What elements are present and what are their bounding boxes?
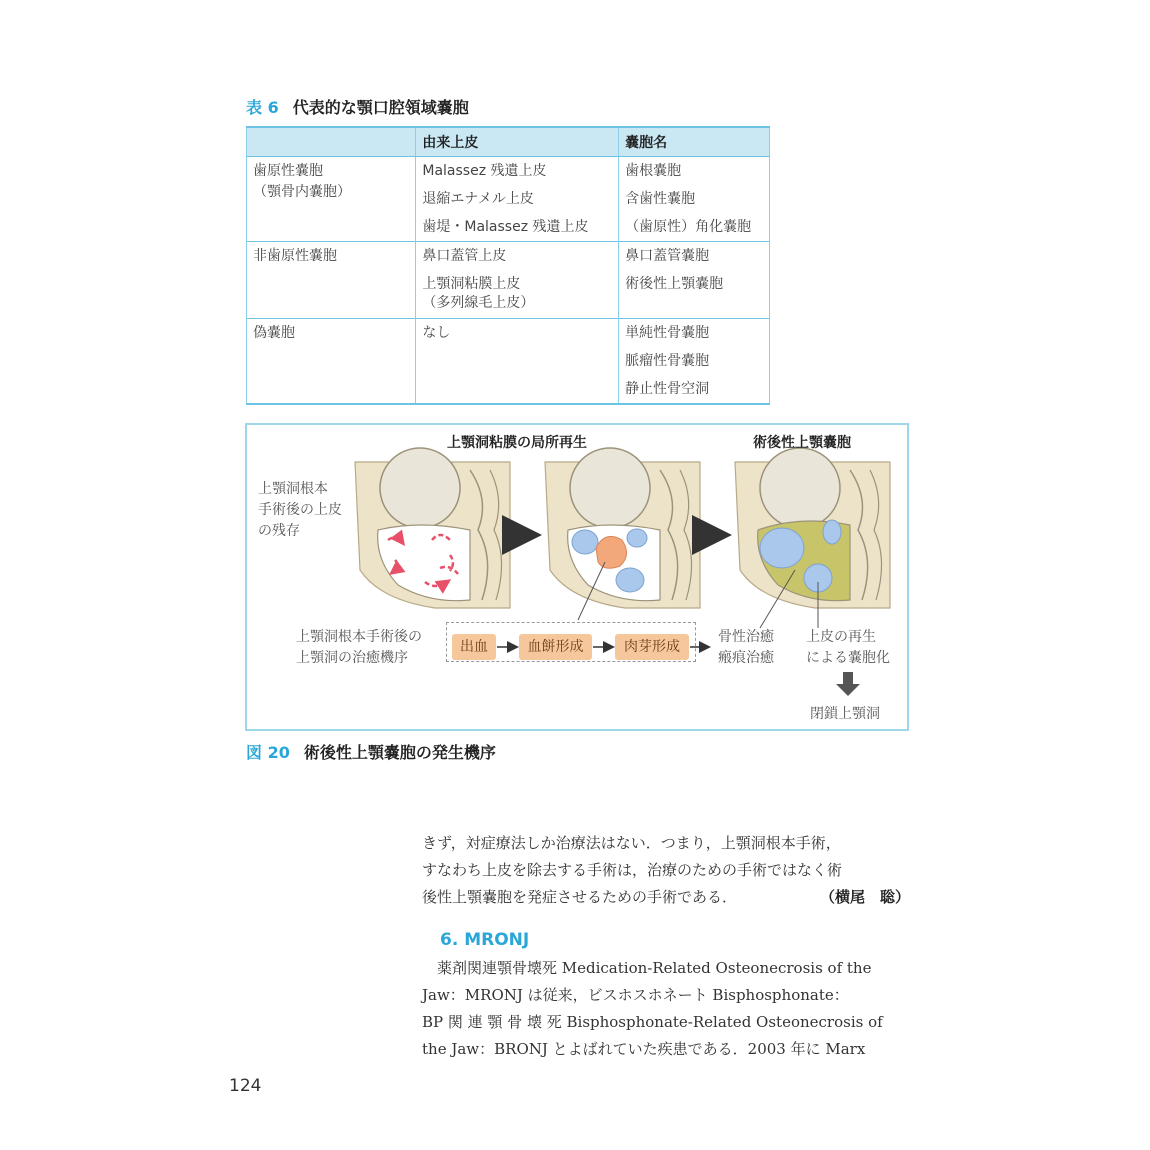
epithelium-text: 上顎洞粘膜上皮 [422,276,521,292]
step-granulation-formation: 肉芽形成 [615,634,689,660]
text-line: Jaw：MRONJ は従来，ビスホスホネート Bisphosphonate： [422,986,849,1004]
label-line: 手術後の上皮 [258,502,342,518]
label-healing-types [718,627,774,669]
epithelium-text: 鼻口蓋管上皮 [422,248,507,264]
orbit-shape [380,448,460,528]
cyst-name-text: （歯原性）角化嚢胞 [625,219,752,235]
sinus-panel-postoperative-cyst [735,448,890,608]
step-bleeding: 出血 [452,634,496,660]
down-arrow [836,672,860,696]
epithelium-text: 歯堤・Malassez 残遺上皮 [422,219,589,235]
epithelium-subtext: （多列線毛上皮） [422,295,535,311]
label-line: 上顎洞根本手術後の [296,629,422,645]
label-line: の残存 [258,523,300,539]
text-line: すなわち上皮を除去する手術は，治療のための手術ではなく術 [422,861,843,879]
text-line: きず，対症療法しか治療法はない．つまり，上顎洞根本手術， [422,834,841,852]
orbit-shape [570,448,650,528]
page-number: 124 [229,1076,262,1096]
paragraph-continuation [422,830,910,914]
cyst-name-text: 脈瘤性骨嚢胞 [625,353,710,369]
cyst-name-text: 鼻口蓋管嚢胞 [625,248,710,264]
orbit-shape [760,448,840,528]
epithelium-text: Malassez 残遺上皮 [422,163,547,179]
category-text: 非歯原性嚢胞 [253,248,337,264]
cyst-blue [760,528,804,568]
text-line: the Jaw：BRONJ とよばれていた疾患である．2003 年に Marx [422,1040,866,1058]
label-remnant-epithelium [258,479,342,542]
cyst-blue [823,520,841,544]
label-line: による嚢胞化 [806,650,890,666]
sinus-panel-remnant [355,448,510,608]
paragraph-mronj [422,955,910,1063]
text-line: BP 関 連 顎 骨 壊 死 Bisphosphonate-Related Osteonecrosis of [422,1013,883,1031]
figure-caption-title: 術後性上顎嚢胞の発生機序 [303,743,496,762]
label-line: 上顎洞根本 [258,481,328,497]
header-cyst-name: 嚢胞名 [619,127,770,157]
cyst-blue [572,530,598,554]
category-subtext: （顎骨内嚢胞） [253,184,351,200]
label-closed-sinus: 閉鎖上顎洞 [810,706,880,722]
cyst-name-text: 術後性上顎嚢胞 [625,276,724,292]
label-line: 上顎洞の治癒機序 [296,650,408,666]
table-caption-title: 代表的な顎口腔領域嚢胞 [292,98,469,117]
step-clot-formation: 血餅形成 [519,634,592,660]
label-line: 瘢痕治癒 [718,650,774,666]
text-line: 薬剤関連顎骨壊死 Medication-Related Osteonecrosis of the [422,959,872,977]
epithelium-text: 退縮エナメル上皮 [422,191,534,207]
cyst-name-text: 静止性骨空洞 [625,381,710,397]
section-heading: 6. MRONJ [440,930,530,950]
label-epithelial-regeneration [806,627,890,669]
figure-caption [246,740,496,763]
figure-title-right: 術後性上顎嚢胞 [753,435,851,451]
label-line: 上皮の再生 [806,629,876,645]
category-text: 歯原性嚢胞 [253,163,323,179]
cyst-blue [627,529,647,547]
label-line: 骨性治癒 [718,629,774,645]
granulation-tissue [596,536,627,568]
label-healing-process [296,627,422,669]
figure-caption-number: 図 20 [246,743,290,762]
category-text: 偽嚢胞 [253,325,295,341]
header-epithelium: 由来上皮 [416,127,619,157]
cyst-blue [616,568,644,592]
table-caption-number: 表 6 [246,98,279,117]
sinus-panel-regeneration [545,448,700,608]
author-credit: （横尾 聡） [819,888,910,906]
cyst-name-text: 含歯性嚢胞 [625,191,696,207]
cyst-name-text: 歯根嚢胞 [625,163,682,179]
epithelium-text: なし [422,325,451,341]
text-line: 後性上顎嚢胞を発症させるための手術である． [422,888,738,906]
figure-title-left: 上顎洞粘膜の局所再生 [447,435,587,451]
cyst-name-text: 単純性骨嚢胞 [625,325,710,341]
